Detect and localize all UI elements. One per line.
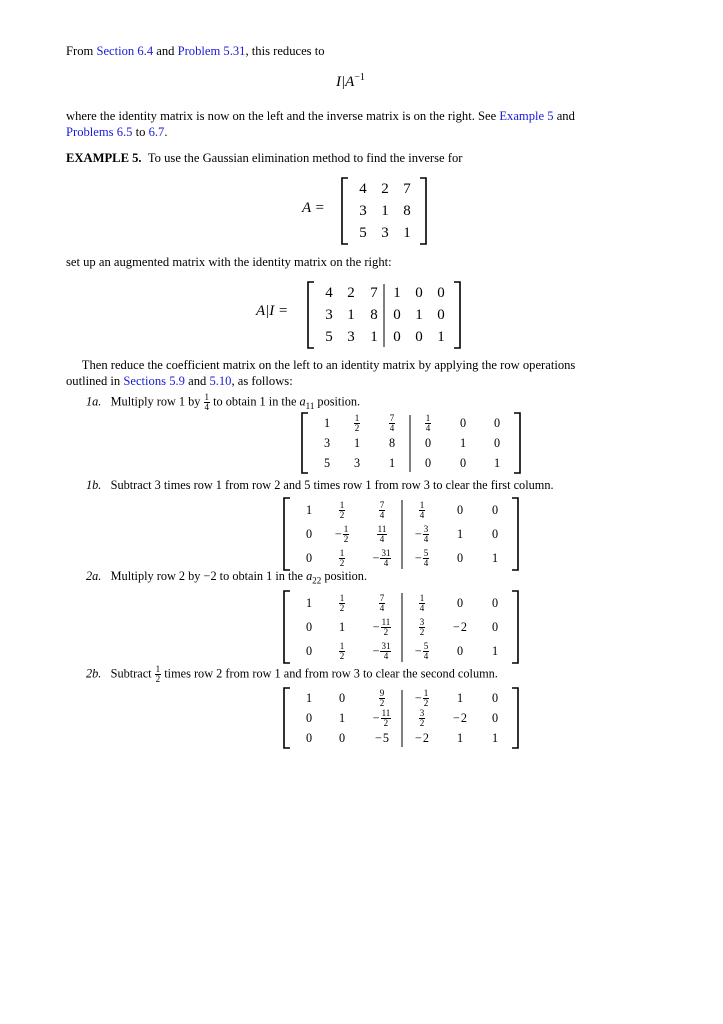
matrix-cell (342, 413, 372, 433)
matrix-cell: 0 (456, 503, 464, 517)
section-5-10-link[interactable]: 5.10 (209, 374, 232, 388)
matrix-cell: 0 (456, 644, 464, 658)
matrix-ai-label: A|I = (256, 303, 289, 319)
matrix-cell: 0 (305, 731, 313, 745)
problem-6-7-link[interactable]: 6.7 (148, 125, 165, 139)
matrix-cell: − 5 (375, 731, 389, 745)
fraction: $\frac{1}{4}$ (425, 412, 431, 433)
matrix-cell: 1 (370, 329, 378, 345)
fraction: $\frac{31}{4}$ (381, 640, 391, 661)
example-label: EXAMPLE 5. (66, 151, 142, 165)
matrix-cell (360, 522, 404, 546)
fraction: $\frac{3}{2}$ (419, 616, 425, 637)
para2-text-4: . (164, 125, 168, 139)
matrix-cell: 3 (323, 436, 331, 450)
matrix-cell: 1 (381, 203, 389, 219)
matrix-step-1b (282, 496, 520, 572)
para2-text-1: where the identity matrix is now on the left and the inverse matrix is on the right. See (66, 109, 500, 123)
matrix-cell: 0 (493, 436, 501, 450)
matrix-cell: 0 (305, 644, 313, 658)
step-2b-text (86, 665, 498, 684)
fraction: $\frac{1}{2}$ (354, 412, 360, 433)
step-number: 1a. (86, 394, 102, 409)
matrix-cell: 0 (456, 551, 464, 565)
matrix-cell: 5 (325, 329, 333, 345)
matrix-cell: 1 (456, 731, 464, 745)
augmented-matrix-ai (306, 280, 462, 350)
para2-text-2: and (553, 109, 575, 123)
left-bracket (284, 688, 290, 748)
fraction: $\frac{7}{4}$ (379, 499, 385, 520)
matrix-cell: 0 (424, 436, 432, 450)
step-2a-text (86, 569, 367, 585)
matrix-cell: − $\frac{31}{4}$ (372, 547, 391, 568)
fraction: $\frac{3}{4}$ (423, 523, 429, 544)
step-text: times row 2 from row 1 and from row 3 to clear the second column. (161, 666, 498, 681)
matrix-cell: 0 (305, 711, 313, 725)
matrix-cell: 8 (370, 307, 378, 323)
matrix-cell (372, 413, 412, 433)
matrix-cell: − $\frac{5}{4}$ (414, 547, 429, 568)
matrix-cell: 3 (347, 329, 355, 345)
matrix-cell (404, 591, 440, 615)
step-number: 1b. (86, 478, 102, 492)
matrix-cell: 1 (338, 711, 346, 725)
right-bracket (514, 413, 520, 473)
step-text: Multiply row 2 by −2 to obtain 1 in the (110, 569, 307, 583)
matrix-cell: 2 (381, 181, 389, 197)
matrix-a-label: A = (302, 200, 325, 216)
sections-5-9-link[interactable]: Sections 5.9 (123, 374, 185, 388)
right-bracket (512, 688, 518, 748)
step-text: position. (321, 569, 368, 583)
fraction: $\frac{7}{4}$ (379, 592, 385, 613)
matrix-cell: 1 (353, 436, 361, 450)
matrix-cell: 0 (459, 416, 467, 430)
matrix-cell (360, 498, 404, 522)
step-text: Multiply row 1 by (110, 394, 204, 409)
matrix-cell: 1 (459, 436, 467, 450)
fraction: $\frac{3}{2}$ (419, 707, 425, 728)
fraction: $\frac{5}{4}$ (423, 640, 429, 661)
fraction: $\frac{7}{4}$ (389, 412, 395, 433)
matrix-cell: 5 (323, 456, 331, 470)
matrix-a (340, 176, 428, 246)
matrix-cell: 1 (305, 503, 313, 517)
fraction: $\frac{1}{2}$ (423, 687, 429, 708)
matrix-cell: − $\frac{3}{4}$ (414, 523, 429, 544)
intro-text-3: , this reduces to (245, 44, 325, 58)
matrix-cell: 8 (403, 203, 411, 219)
matrix-cell: 2 (347, 285, 355, 301)
left-bracket (302, 413, 308, 473)
matrix-cell: 1 (456, 527, 464, 541)
matrix-cell: 1 (456, 691, 464, 705)
matrix-cell: − 2 (453, 620, 467, 634)
matrix-cell: 1 (305, 691, 313, 705)
intro-paragraph (66, 43, 646, 59)
problem-5-31-link[interactable]: Problem 5.31 (177, 44, 246, 58)
fraction: $\frac{9}{2}$ (379, 687, 385, 708)
matrix-cell: 0 (491, 711, 499, 725)
matrix-cell: 1 (493, 456, 501, 470)
fraction: $\frac{1}{4}$ (419, 499, 425, 520)
matrix-cell: 0 (491, 691, 499, 705)
matrix-cell: 7 (370, 285, 378, 301)
matrix-cell (412, 413, 444, 433)
fraction: $\frac{1}{4}$ (419, 592, 425, 613)
fraction: $\frac{31}{4}$ (381, 547, 391, 568)
matrix-cell: 1 (393, 285, 401, 301)
augmented-intro-text: set up an augmented matrix with the identity matrix on the right: (66, 255, 392, 269)
left-bracket (284, 591, 290, 663)
matrix-cell: 0 (393, 329, 401, 345)
para4-text-1: Then reduce the coefficient matrix on the left to an identity matrix by applying the row operations (81, 358, 576, 372)
matrix-cell: 5 (359, 225, 367, 241)
right-bracket (454, 282, 460, 348)
left-bracket (342, 178, 348, 244)
step-text: position. (314, 394, 361, 409)
matrix-cell: 0 (338, 731, 346, 745)
equation-body: I|A (336, 74, 355, 90)
step-number: 2a. (86, 569, 102, 583)
matrix-cell: 0 (305, 527, 313, 541)
matrix-cell: − $\frac{5}{4}$ (414, 640, 429, 661)
matrix-cell: 7 (403, 181, 411, 197)
matrix-cell: 0 (415, 329, 423, 345)
matrix-cell: 0 (305, 620, 313, 634)
para4-text-2: outlined in (66, 374, 124, 388)
matrix-cell: 0 (491, 596, 499, 610)
step-text: Subtract 3 times row 1 from row 2 and 5 times row 1 from row 3 to clear the first column. (110, 478, 554, 492)
matrix-cell (360, 591, 404, 615)
fraction: $\frac{1}{2}$ (339, 547, 345, 568)
matrix-cell: 3 (325, 307, 333, 323)
display-equation-ia-inverse (336, 72, 365, 91)
step-text: to obtain 1 in the (210, 394, 300, 409)
matrix-cell: − 2 (415, 731, 429, 745)
matrix-step-2a (282, 589, 520, 665)
matrix-cell: 0 (456, 596, 464, 610)
left-bracket (308, 282, 314, 348)
matrix-cell: 0 (459, 456, 467, 470)
right-bracket (512, 498, 518, 570)
matrix-cell (324, 546, 360, 570)
matrix-cell: 1 (491, 551, 499, 565)
matrix-cell: 1 (403, 225, 411, 241)
matrix-cell: 0 (491, 503, 499, 517)
example-5-heading (66, 150, 646, 166)
step-1a-text (86, 393, 360, 412)
fraction: $\frac{1}{2}$ (343, 523, 349, 544)
matrix-cell: 1 (305, 596, 313, 610)
matrix-cell: 0 (491, 620, 499, 634)
fraction: $\frac{5}{4}$ (423, 547, 429, 568)
matrix-cell (324, 498, 360, 522)
matrix-step-2b (282, 686, 520, 750)
para2-text-3: to (132, 125, 149, 139)
subscript-index: 11 (305, 400, 315, 411)
fraction: $\frac{11}{2}$ (381, 616, 391, 637)
matrix-cell: 0 (305, 551, 313, 565)
matrix-cell: 0 (424, 456, 432, 470)
matrix-cell (324, 639, 360, 663)
matrix-cell: − $\frac{1}{2}$ (334, 523, 349, 544)
matrix-cell: 0 (415, 285, 423, 301)
matrix-cell: 0 (493, 416, 501, 430)
right-bracket (512, 591, 518, 663)
equation-superscript: −1 (354, 72, 365, 83)
fraction: $\frac{1}{2}$ (339, 640, 345, 661)
right-bracket (420, 178, 426, 244)
matrix-cell: − $\frac{11}{2}$ (372, 616, 391, 637)
intro-text-2: and (153, 44, 178, 58)
step-number: 2b. (86, 666, 102, 681)
paragraph-identity-left (66, 108, 646, 140)
example-text: To use the Gaussian elimination method to find the inverse for (147, 151, 463, 165)
subscript-var: a (306, 569, 313, 583)
matrix-cell: 3 (381, 225, 389, 241)
subscript-index: 22 (312, 575, 322, 586)
fraction-numerator: 1 (155, 664, 161, 674)
matrix-cell: 1 (388, 456, 396, 470)
matrix-cell: − $\frac{1}{2}$ (414, 687, 429, 708)
matrix-step-1a (300, 411, 522, 475)
matrix-cell: 3 (359, 203, 367, 219)
matrix-cell: 1 (323, 416, 331, 430)
problems-6-5-link[interactable]: Problems 6.5 (66, 125, 133, 139)
matrix-cell: − $\frac{11}{2}$ (372, 707, 391, 728)
subscript-var: a (299, 394, 306, 409)
fraction: $\frac{11}{2}$ (381, 707, 391, 728)
matrix-cell: 1 (338, 620, 346, 634)
matrix-cell (324, 591, 360, 615)
step-text: Subtract (110, 666, 155, 681)
matrix-cell (404, 615, 440, 639)
matrix-cell: 0 (393, 307, 401, 323)
matrix-cell: 8 (388, 436, 396, 450)
matrix-cell: 3 (353, 456, 361, 470)
matrix-cell: − $\frac{31}{4}$ (372, 640, 391, 661)
matrix-cell: 4 (325, 285, 333, 301)
matrix-cell: 4 (359, 181, 367, 197)
fraction: $\frac{1}{2}$ (339, 499, 345, 520)
matrix-cell (404, 498, 440, 522)
fraction-numerator: 1 (204, 392, 210, 402)
reduce-paragraph (66, 357, 646, 389)
matrix-cell: 1 (491, 731, 499, 745)
fraction-denominator: 4 (204, 402, 210, 412)
fraction-denominator: 2 (155, 674, 161, 684)
matrix-cell: 1 (347, 307, 355, 323)
matrix-cell: 0 (338, 691, 346, 705)
matrix-cell: 1 (415, 307, 423, 323)
fraction: $\frac{11}{4}$ (377, 523, 387, 544)
matrix-cell: 0 (437, 307, 445, 323)
matrix-cell: 1 (491, 644, 499, 658)
matrix-cell: 0 (437, 285, 445, 301)
intro-text-1: From (66, 44, 97, 58)
matrix-cell: 0 (491, 527, 499, 541)
para4-text-4: , as follows: (231, 374, 293, 388)
para4-text-3: and (184, 374, 210, 388)
section-6-4-link[interactable]: Section 6.4 (96, 44, 154, 58)
example-5-link[interactable]: Example 5 (499, 109, 554, 123)
matrix-cell: 1 (437, 329, 445, 345)
matrix-cell (404, 708, 440, 728)
matrix-cell (360, 688, 404, 708)
matrix-cell: − 2 (453, 711, 467, 725)
fraction: $\frac{1}{2}$ (339, 592, 345, 613)
step-1b-text (86, 478, 554, 493)
left-bracket (284, 498, 290, 570)
